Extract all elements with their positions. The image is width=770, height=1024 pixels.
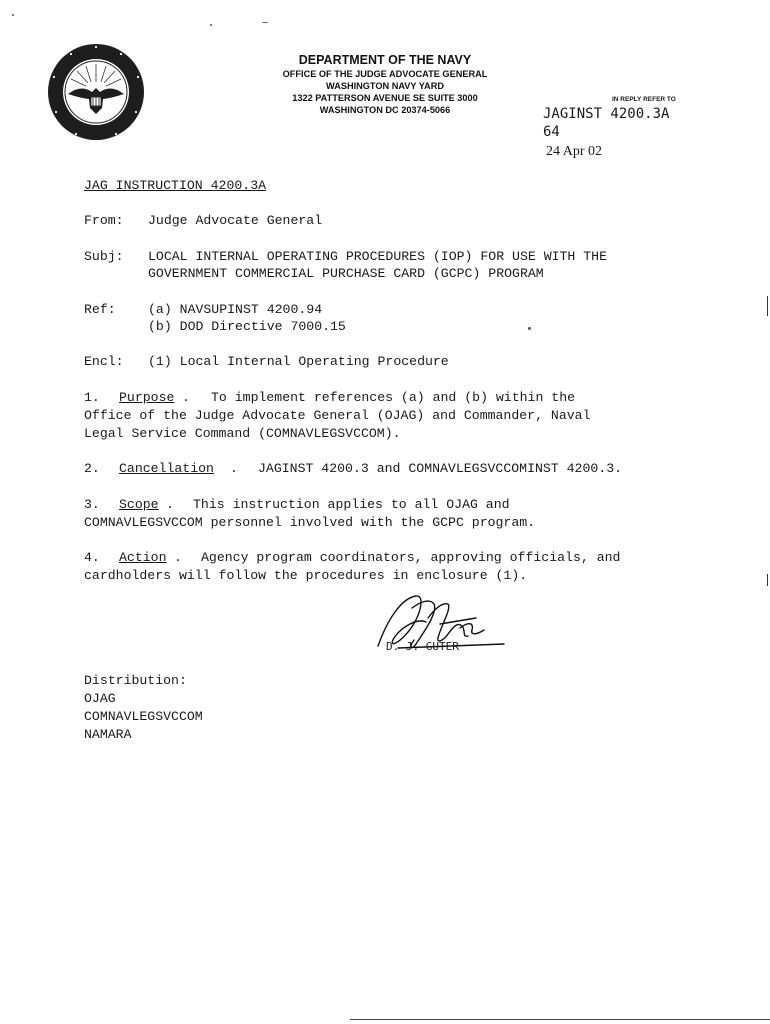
paragraph-4-line-2: cardholders will follow the procedures in enclosure (1). [84, 568, 528, 583]
street-address: 1322 PATTERSON AVENUE SE SUITE 3000 [292, 93, 478, 103]
office-name: OFFICE OF THE JUDGE ADVOCATE GENERAL [282, 69, 488, 79]
paragraph-4-heading-period: . [174, 550, 182, 565]
paragraph-1-line-1: To implement references (a) and (b) within the [211, 390, 576, 405]
paragraph-4-number: 4. [84, 550, 100, 565]
ssic-code: JAGINST 4200.3A [543, 106, 670, 122]
serial-number: 64 [543, 124, 560, 140]
paragraph-1-heading-period: . [182, 390, 190, 405]
reply-refer-label: IN REPLY REFER TO [612, 96, 676, 103]
distribution-item: COMNAVLEGSVCCOM [84, 709, 203, 724]
distribution-item: NAMARA [84, 727, 132, 742]
paragraph-4-line-1: Agency program coordinators, approving officials, and [201, 550, 621, 565]
yard-name: WASHINGTON NAVY YARD [326, 81, 444, 91]
enclosure-label: Encl: [84, 354, 124, 369]
scan-speck [12, 14, 14, 16]
paragraph-3-heading-period: . [166, 497, 174, 512]
reference-b: (b) DOD Directive 7000.15 [148, 319, 346, 334]
scan-speck [210, 24, 212, 26]
enclosure-value: (1) Local Internal Operating Procedure [148, 354, 449, 369]
scan-edge-mark [767, 296, 768, 316]
paragraph-3-line-1: This instruction applies to all OJAG and [193, 497, 510, 512]
scan-speck [262, 22, 268, 23]
distribution-label: Distribution: [84, 673, 187, 688]
subject-line-1: LOCAL INTERNAL OPERATING PROCEDURES (IOP) FOR USE WITH THE [148, 249, 607, 264]
reference-label: Ref: [84, 302, 116, 317]
reference-a: (a) NAVSUPINST 4200.94 [148, 302, 323, 317]
paragraph-4-heading: Action [119, 550, 167, 565]
paragraph-1-heading: Purpose [119, 390, 175, 405]
paragraph-3-heading: Scope [119, 497, 159, 512]
subject-line-2: GOVERNMENT COMMERCIAL PURCHASE CARD (GCPC) PROGRAM [148, 266, 544, 281]
paragraph-2-heading-period: . [230, 461, 238, 476]
letterhead [255, 52, 515, 116]
scan-edge-mark [767, 574, 768, 586]
paragraph-3-number: 3. [84, 497, 100, 512]
paragraph-2-number: 2. [84, 461, 100, 476]
department-name: DEPARTMENT OF THE NAVY [298, 53, 472, 67]
city-address: WASHINGTON DC 20374-5066 [319, 105, 451, 115]
from-label: From: [84, 213, 124, 228]
paragraph-2-heading: Cancellation [119, 461, 214, 476]
scan-speck [528, 327, 531, 330]
signer-name: D. J. GUTER [386, 640, 459, 653]
from-value: Judge Advocate General [148, 213, 323, 228]
paragraph-1-number: 1. [84, 390, 100, 405]
scan-bottom-edge [350, 1019, 770, 1020]
paragraph-2-line-1: JAGINST 4200.3 and COMNAVLEGSVCCOMINST 4200.3. [258, 461, 623, 476]
paragraph-1-line-2: Office of the Judge Advocate General (OJAG) and Commander, Naval [84, 408, 591, 423]
subject-label: Subj: [84, 249, 124, 264]
paragraph-1-line-3: Legal Service Command (COMNAVLEGSVCCOM). [84, 426, 401, 441]
instruction-title: JAG INSTRUCTION 4200.3A [84, 178, 267, 193]
department-of-defense-seal [46, 42, 146, 142]
distribution-item: OJAG [84, 691, 116, 706]
document-date: 24 Apr 02 [546, 144, 602, 159]
paragraph-3-line-2: COMNAVLEGSVCCOM personnel involved with the GCPC program. [84, 515, 536, 530]
